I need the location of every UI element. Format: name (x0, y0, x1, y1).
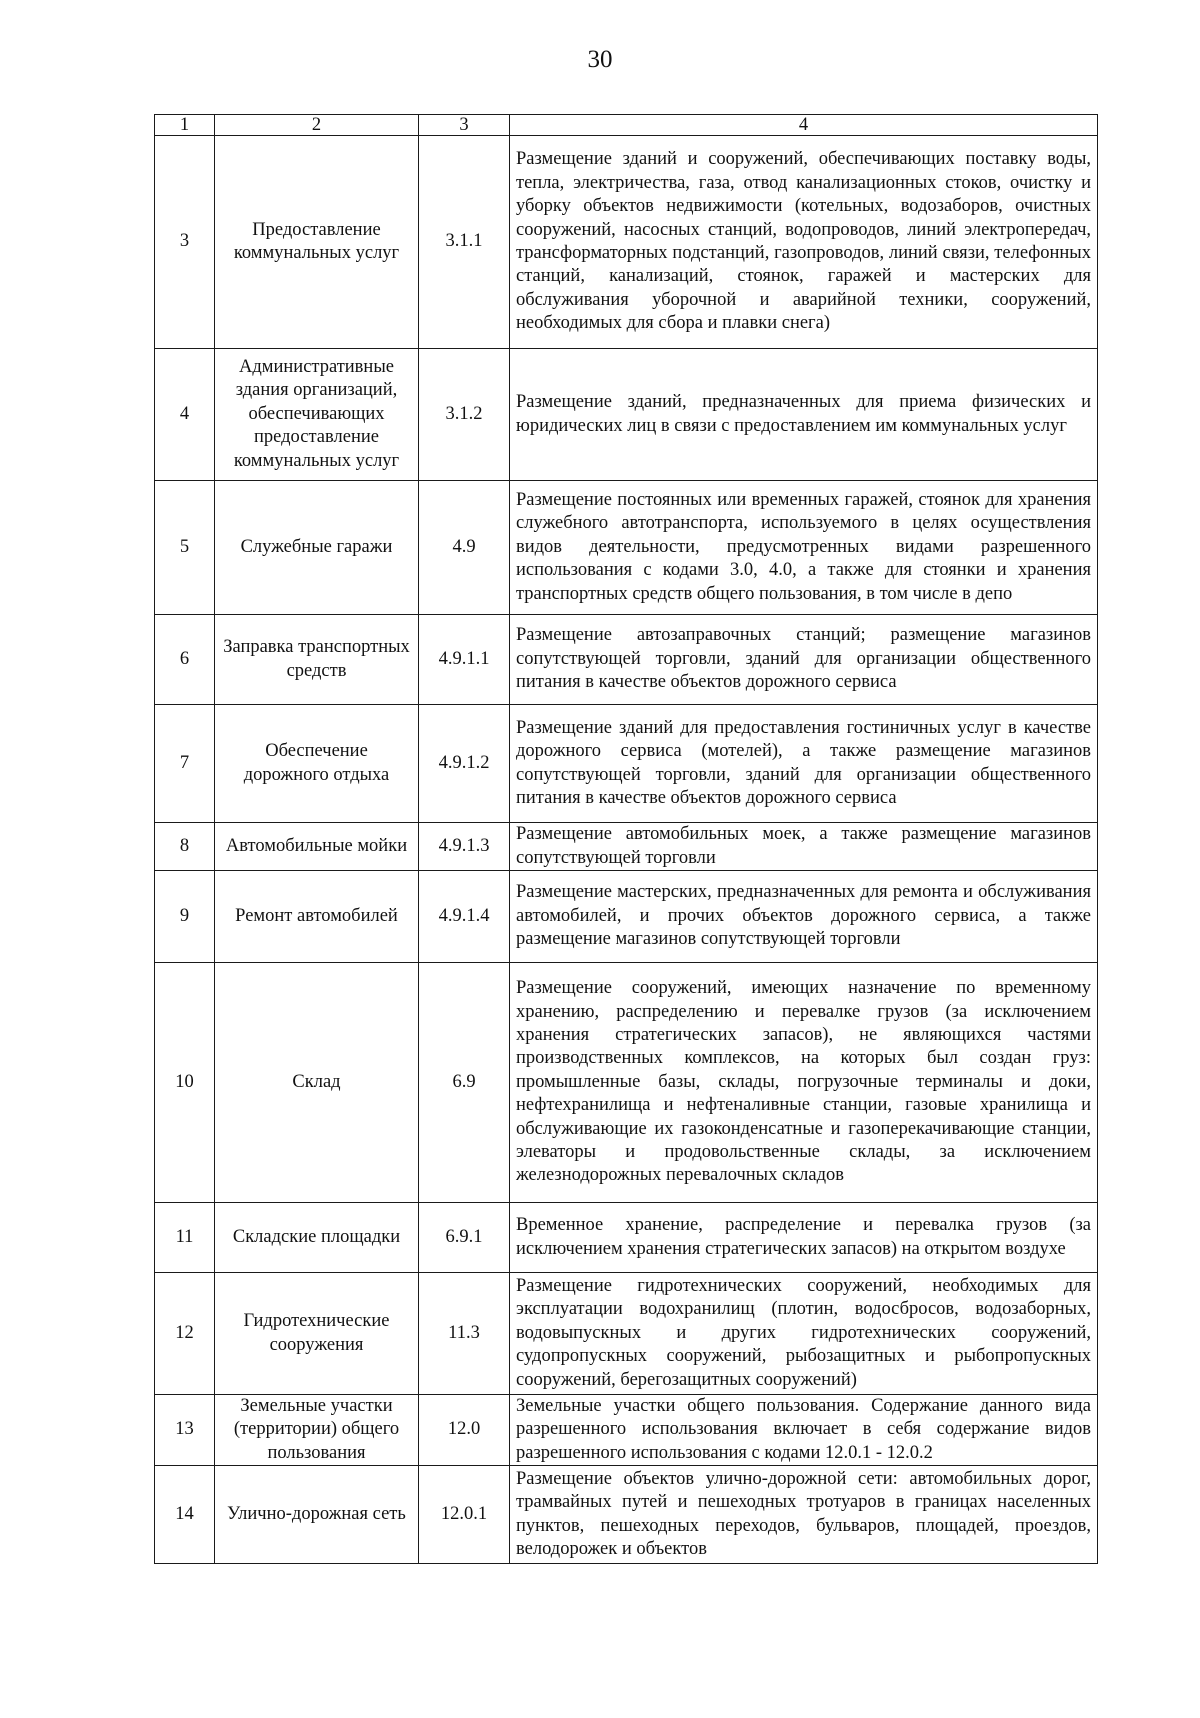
row-number: 8 (155, 823, 215, 871)
land-use-table (154, 114, 1098, 1564)
row-number: 4 (155, 349, 215, 481)
row-number: 11 (155, 1203, 215, 1273)
use-type-code: 4.9.1.1 (419, 615, 510, 705)
table-row (155, 615, 1098, 705)
use-type-code: 3.1.1 (419, 136, 510, 349)
use-type-code: 3.1.2 (419, 349, 510, 481)
use-type-code: 6.9.1 (419, 1203, 510, 1273)
table-row (155, 705, 1098, 823)
row-number: 9 (155, 871, 215, 963)
row-number: 5 (155, 481, 215, 615)
table-row (155, 1273, 1098, 1395)
use-type-name: Земельные участки (территории) общего пользования (215, 1395, 419, 1466)
table-row (155, 823, 1098, 871)
table-row (155, 963, 1098, 1203)
use-type-name: Гидротехнические сооружения (215, 1273, 419, 1395)
row-number: 14 (155, 1466, 215, 1564)
use-type-description: Размещение гидротехнических сооружений, необходимых для эксплуатации водохранилищ (плотин, водосбросов, водозаборных, водовыпускных и других гидротехнических сооружений, судопропускных сооружений, рыбозащитных и рыбопропускных сооружений, берегозащитных сооружений) (510, 1273, 1098, 1395)
use-type-description: Земельные участки общего пользования. Содержание данного вида разрешенного использования включает в себя содержание видов разрешенного использования с кодами 12.0.1 - 12.0.2 (510, 1395, 1098, 1466)
header-cell-3: 3 (419, 115, 510, 136)
row-number: 12 (155, 1273, 215, 1395)
use-type-code: 4.9.1.3 (419, 823, 510, 871)
use-type-name: Склад (215, 963, 419, 1203)
row-number: 7 (155, 705, 215, 823)
use-type-name: Административные здания организаций, обеспечивающих предоставление коммунальных услуг (215, 349, 419, 481)
header-cell-1: 1 (155, 115, 215, 136)
use-type-name: Складские площадки (215, 1203, 419, 1273)
use-type-name: Ремонт автомобилей (215, 871, 419, 963)
use-type-name: Предоставление коммунальных услуг (215, 136, 419, 349)
table-row (155, 481, 1098, 615)
use-type-description: Размещение автомобильных моек, а также размещение магазинов сопутствующей торговли (510, 823, 1098, 871)
use-type-name: Заправка транспортных средств (215, 615, 419, 705)
table-row (155, 1466, 1098, 1564)
use-type-name: Обеспечение дорожного отдыха (215, 705, 419, 823)
page-number: 30 (587, 46, 613, 73)
use-type-code: 12.0 (419, 1395, 510, 1466)
use-type-description: Размещение зданий и сооружений, обеспечивающих поставку воды, тепла, электричества, газа, отвод канализационных стоков, очистку и уборку объектов недвижимости (котельных, водозаборов, очистных сооружений, насосных станций, водопроводов, линий электропередач, трансформаторных подстанций, газопроводов, линий связи, телефонных станций, канализаций, стоянок, гаражей и мастерских для обслуживания уборочной и аварийной техники, сооружений, необходимых для сбора и плавки снега) (510, 136, 1098, 349)
use-type-description: Размещение зданий, предназначенных для приема физических и юридических лиц в связи с предоставлением им коммунальных услуг (510, 349, 1098, 481)
use-type-description: Размещение сооружений, имеющих назначение по временному хранению, распределению и перевалке грузов (за исключением хранения стратегических запасов), не являющихся частями производственных комплексов, на которых был создан груз: промышленные базы, склады, погрузочные терминалы и доки, нефтехранилища и нефтеналивные станции, газовые хранилища и обслуживающие их газоконденсатные и газоперекачивающие станции, элеваторы и продовольственные склады, за исключением железнодорожных перевалочных складов (510, 963, 1098, 1203)
use-type-description: Размещение постоянных или временных гаражей, стоянок для хранения служебного автотранспорта, используемого в целях осуществления видов деятельности, предусмотренных видами разрешенного использования с кодами 3.0, 4.0, а также для стоянки и хранения транспортных средств общего пользования, в том числе в депо (510, 481, 1098, 615)
use-type-description: Размещение автозаправочных станций; размещение магазинов сопутствующей торговли, зданий для организации общественного питания в качестве объектов дорожного сервиса (510, 615, 1098, 705)
table-row (155, 349, 1098, 481)
row-number: 6 (155, 615, 215, 705)
use-type-code: 6.9 (419, 963, 510, 1203)
use-type-code: 4.9.1.2 (419, 705, 510, 823)
header-cell-2: 2 (215, 115, 419, 136)
use-type-description: Размещение объектов улично-дорожной сети: автомобильных дорог, трамвайных путей и пешеходных тротуаров в границах населенных пунктов, пешеходных переходов, бульваров, площадей, проездов, велодорожек и объектов (510, 1466, 1098, 1564)
row-number: 10 (155, 963, 215, 1203)
table-row (155, 1395, 1098, 1466)
use-type-description: Размещение мастерских, предназначенных для ремонта и обслуживания автомобилей, и прочих объектов дорожного сервиса, а также размещение магазинов сопутствующей торговли (510, 871, 1098, 963)
use-type-code: 12.0.1 (419, 1466, 510, 1564)
use-type-description: Временное хранение, распределение и перевалка грузов (за исключением хранения стратегических запасов) на открытом воздухе (510, 1203, 1098, 1273)
header-cell-4: 4 (510, 115, 1098, 136)
row-number: 3 (155, 136, 215, 349)
table-row (155, 871, 1098, 963)
use-type-description: Размещение зданий для предоставления гостиничных услуг в качестве дорожного сервиса (мотелей), а также размещение магазинов сопутствующей торговли, зданий для организации общественного питания в качестве объектов дорожного сервиса (510, 705, 1098, 823)
table-row (155, 136, 1098, 349)
table-header-row (155, 115, 1098, 136)
use-type-name: Служебные гаражи (215, 481, 419, 615)
use-type-name: Автомобильные мойки (215, 823, 419, 871)
row-number: 13 (155, 1395, 215, 1466)
table-row (155, 1203, 1098, 1273)
use-type-code: 4.9 (419, 481, 510, 615)
use-type-code: 11.3 (419, 1273, 510, 1395)
use-type-name: Улично-дорожная сеть (215, 1466, 419, 1564)
use-type-code: 4.9.1.4 (419, 871, 510, 963)
